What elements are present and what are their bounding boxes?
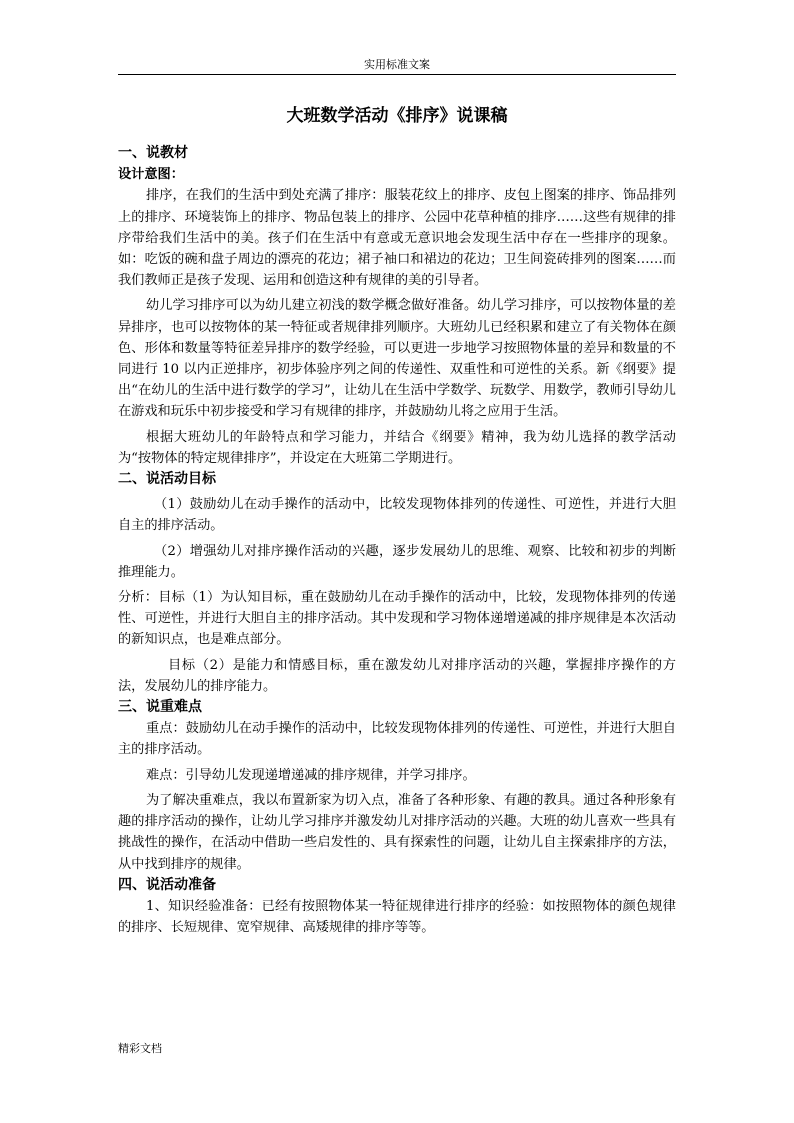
paragraph: 幼儿学习排序可以为幼儿建立初浅的数学概念做好准备。幼儿学习排序，可以按物体量的差异排序，也可以按物体的某一特征或者规律排列顺序。大班幼儿已经积累和建立了有关物体在颜色、形体和数量等特征差异排序的数学经验，可以更进一步地学习按照物体量的差异和数量的不同进行 10 以内正逆排序，初步体验序列之间的传递性、双重性和可逆性的关系。新《纲要》提出“在幼儿的生活中进行数学的学习”，让幼儿在生活中学数学、玩数学、用数学，教师引导幼儿在游戏和玩乐中初步接受和学习有规律的排序，并鼓励幼儿将之应用于生活。: [118, 298, 676, 420]
paragraph: 目标（2）是能力和情感目标，重在激发幼儿对排序活动的兴趣，掌握排序操作的方法，发展幼儿的排序能力。: [118, 657, 676, 694]
paragraph: 分析：目标（1）为认知目标，重在鼓励幼儿在动手操作的活动中，比较，发现物体排列的传递性、可逆性，并进行大胆自主的排序活动。其中发现和学习物体递增递减的排序规律是本次活动的新知识点，也是难点部分。: [118, 590, 676, 648]
paragraph: 根据大班幼儿的年龄特点和学习能力，并结合《纲要》精神，我为幼儿选择的教学活动为“按物体的特定规律排序”，并设定在大班第二学期进行。: [118, 429, 676, 466]
section-subheading-design-intent: 设计意图：: [118, 167, 184, 183]
section-heading-1: 一、说教材: [118, 145, 188, 161]
paragraph: 重点：鼓励幼儿在动手操作的活动中，比较发现物体排列的传递性、可逆性，并进行大胆自主的排序活动。: [118, 721, 676, 758]
paragraph: 排序，在我们的生活中到处充满了排序：服装花纹上的排序、皮包上图案的排序、饰品排列上的排序、环境装饰上的排序、物品包装上的排序、公园中花草种植的排序……这些有规律的排序带给我们生活中的美。孩子们在生活中有意或无意识地会发现生活中存在一些排序的现象。如：吃饭的碗和盘子周边的漂亮的花边；裙子袖口和裙边的花边；卫生间瓷砖排列的图案……而我们教师正是孩子发现、运用和创造这种有规律的美的引导者。: [118, 188, 676, 289]
document-title: 大班数学活动《排序》说课稿: [286, 106, 508, 126]
header-divider: [118, 74, 676, 75]
paragraph: （2）增强幼儿对排序操作活动的兴趣，逐步发展幼儿的思维、观察、比较和初步的判断推理能力。: [118, 543, 676, 580]
paragraph: （1）鼓励幼儿在动手操作的活动中，比较发现物体排列的传递性、可逆性，并进行大胆自主的排序活动。: [118, 497, 676, 534]
paragraph: 为了解决重难点，我以布置新家为切入点，准备了各种形象、有趣的教具。通过各种形象有趣的排序活动的操作，让幼儿学习排序并激发幼儿对排序活动的兴趣。大班的幼儿喜欢一些具有挑战性的操作，在活动中借助一些启发性的、具有探索性的问题，让幼儿自主探索排序的方法，从中找到排序的规律。: [118, 792, 676, 872]
page-header: 实用标准文案: [364, 58, 430, 71]
paragraph: 难点：引导幼儿发现递增递减的排序规律，并学习排序。: [146, 767, 476, 783]
section-heading-3: 三、说重难点: [118, 699, 202, 716]
page-footer: 精彩文档: [118, 1042, 162, 1055]
section-heading-4: 四、说活动准备: [118, 876, 216, 893]
section-heading-2: 二、说活动目标: [118, 471, 216, 488]
document-body: [118, 143, 676, 938]
paragraph: 1、知识经验准备：已经有按照物体某一特征规律进行排序的经验：如按照物体的颜色规律的排序、长短规律、宽窄规律、高矮规律的排序等等。: [118, 898, 676, 936]
